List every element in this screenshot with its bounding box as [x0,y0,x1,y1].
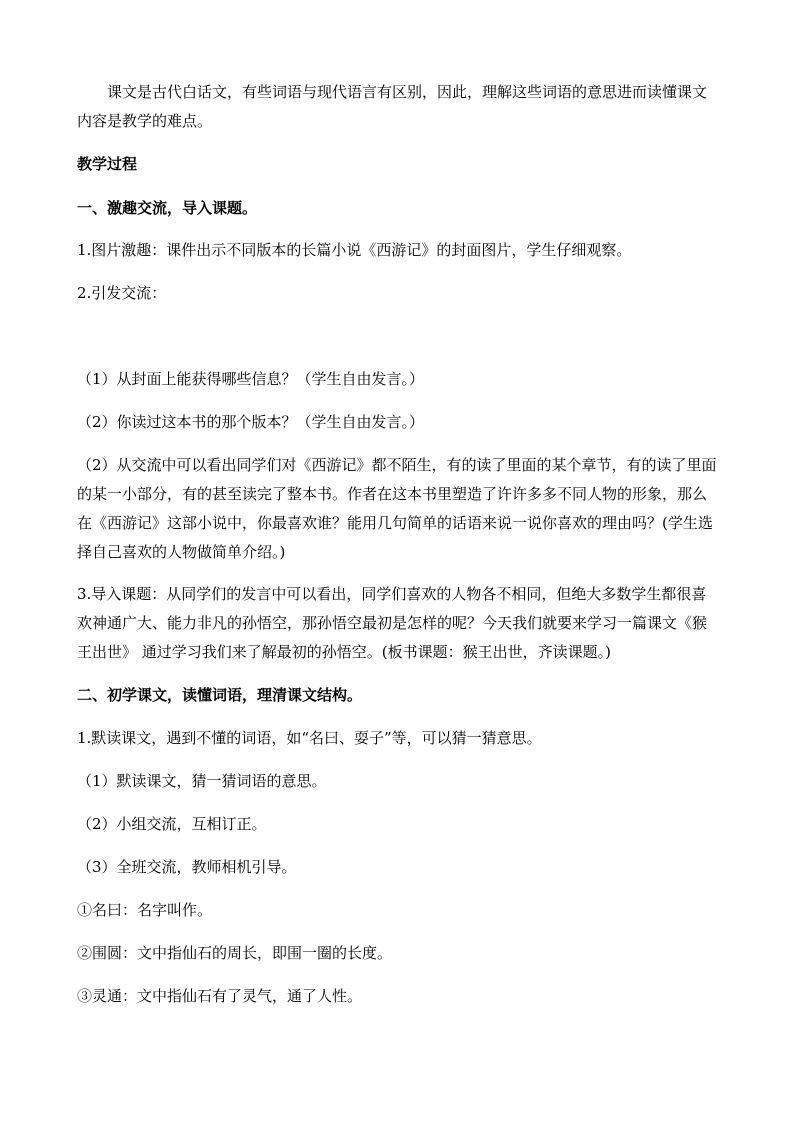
intro-paragraph: 课文是古代白话文，有些词语与现代语言有区别，因此，理解这些词语的意思进而读懂课文内容是教学的难点。 [77,83,708,130]
definition-item-3: ③灵通：文中指仙石有了灵气，通了人性。 [77,987,363,1005]
paragraph-2-1: 1.默读课文，遇到不懂的词语，如“名曰、耍子”等，可以猜一猜意思。 [77,729,542,747]
heading-section-1: 一、激趣交流，导入课题。 [77,199,258,217]
paragraph-1-2-a: （1）从封面上能获得哪些信息？（学生自由发言。） [77,370,425,388]
paragraph-1-2-c: （2）从交流中可以看出同学们对《西游记》都不陌生，有的读了里面的某个章节，有的读了里面的某一小部分，有的甚至读完了整本书。作者在这本书里塑造了许许多多不同人物的形象，那么在《西游记》这部小说中，你最喜欢谁？能用几句简单的话语来说一说你喜欢的理由吗？(学生选择自己喜欢的人物做简单介绍。) [77,456,717,561]
paragraph-2-1-b: （2）小组交流，互相订正。 [77,815,267,833]
paragraph-1-1: 1.图片激趣：课件出示不同版本的长篇小说《西游记》的封面图片，学生仔细观察。 [77,241,632,259]
paragraph-1-2: 2.引发交流： [77,284,167,302]
paragraph-1-2-b: （2）你读过这本书的那个版本？（学生自由发言。） [77,413,425,431]
paragraph-1-3: 3.导入课题：从同学们的发言中可以看出，同学们喜欢的人物各不相同，但绝大多数学生都很喜欢神通广大、能力非凡的孙悟空，那孙悟空最初是怎样的呢？今天我们就要来学习一篇课文《猴王出世》 通过学习我们来了解最初的孙悟空。(板书课题：猴王出世，齐读课题。) [77,585,708,661]
paragraph-2-1-a: （1）默读课文，猜一猜词语的意思。 [77,772,327,790]
heading-teaching-process: 教学过程 [77,155,138,173]
definition-item-1: ①名曰：名字叫作。 [77,901,213,919]
heading-section-2: 二、初学课文，读懂词语，理清课文结构。 [77,686,363,704]
paragraph-2-1-c: （3）全班交流，教师相机引导。 [77,858,297,876]
definition-item-2: ②围圆：文中指仙石的周长，即围一圈的长度。 [77,944,393,962]
